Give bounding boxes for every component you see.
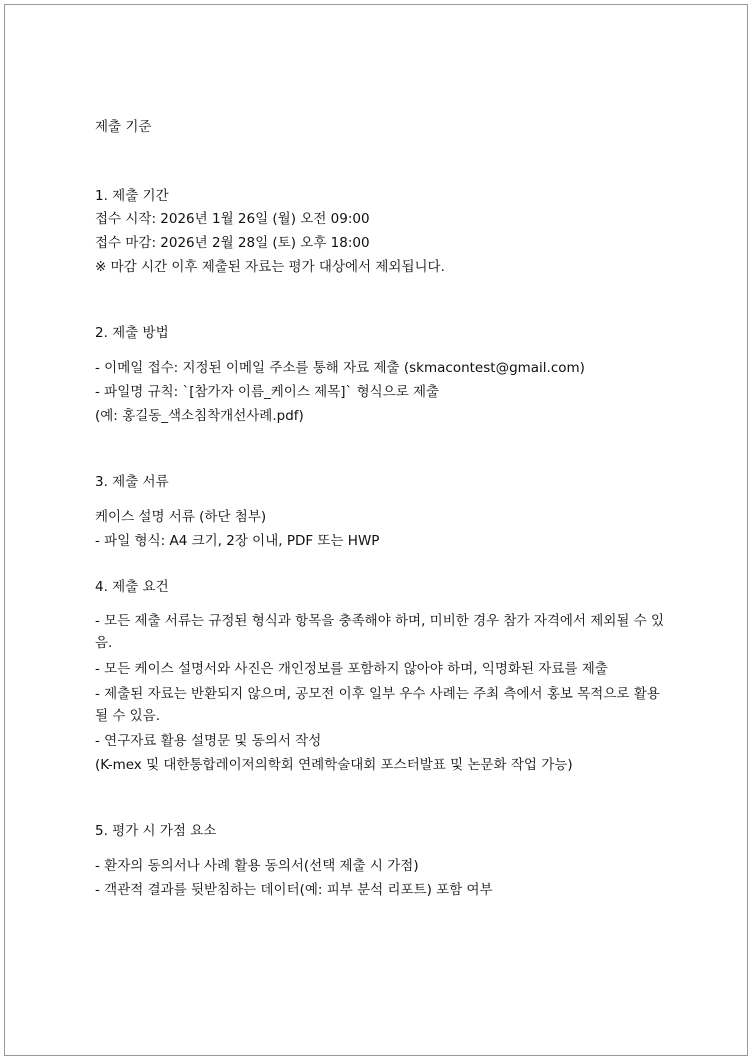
document-page — [4, 4, 748, 1056]
section-heading-requirements: 4. 제출 요건 — [95, 579, 169, 595]
text-line: (K-mex 및 대한통합레이저의학회 연례학술대회 포스터발표 및 논문화 작업 가능) — [95, 757, 573, 773]
text-line: - 제출된 자료는 반환되지 않으며, 공모전 이후 일부 우수 사례는 주최 측에서 홍보 목적으로 활용될 수 있음. — [95, 686, 660, 724]
section-heading-bonus: 5. 평가 시 가점 요소 — [95, 823, 217, 839]
text-line: 접수 시작: 2026년 1월 26일 (월) 오전 09:00 — [95, 211, 370, 227]
text-line: - 파일명 규칙: `[참가자 이름_케이스 제목]` 형식으로 제출 — [95, 384, 440, 400]
document-title: 제출 기준 — [95, 119, 152, 135]
text-line: ※ 마감 시간 이후 제출된 자료는 평가 대상에서 제외됩니다. — [95, 259, 445, 275]
text-line: 케이스 설명 서류 (하단 첨부) — [95, 509, 267, 525]
text-line: - 환자의 동의서나 사례 활용 동의서(선택 제출 시 가점) — [95, 858, 419, 874]
text-line: - 모든 케이스 설명서와 사진은 개인정보를 포함하지 않아야 하며, 익명화된 자료를 제출 — [95, 661, 608, 677]
section-heading-documents: 3. 제출 서류 — [95, 474, 169, 490]
text-line: - 객관적 결과를 뒷받침하는 데이터(예: 피부 분석 리포트) 포함 여부 — [95, 882, 493, 898]
section-heading-period: 1. 제출 기간 — [95, 188, 169, 204]
text-line: - 이메일 접수: 지정된 이메일 주소를 통해 자료 제출 (skmacontest@gmail.com) — [95, 360, 585, 376]
text-line: - 파일 형식: A4 크기, 2장 이내, PDF 또는 HWP — [95, 533, 380, 549]
text-line: 접수 마감: 2026년 2월 28일 (토) 오후 18:00 — [95, 235, 370, 251]
text-line: (예: 홍길동_색소침착개선사례.pdf) — [95, 408, 304, 424]
text-line: - 연구자료 활용 설명문 및 동의서 작성 — [95, 733, 322, 749]
text-line: - 모든 제출 서류는 규정된 형식과 항목을 충족해야 하며, 미비한 경우 참가 자격에서 제외될 수 있음. — [95, 613, 665, 651]
section-heading-method: 2. 제출 방법 — [95, 325, 169, 341]
